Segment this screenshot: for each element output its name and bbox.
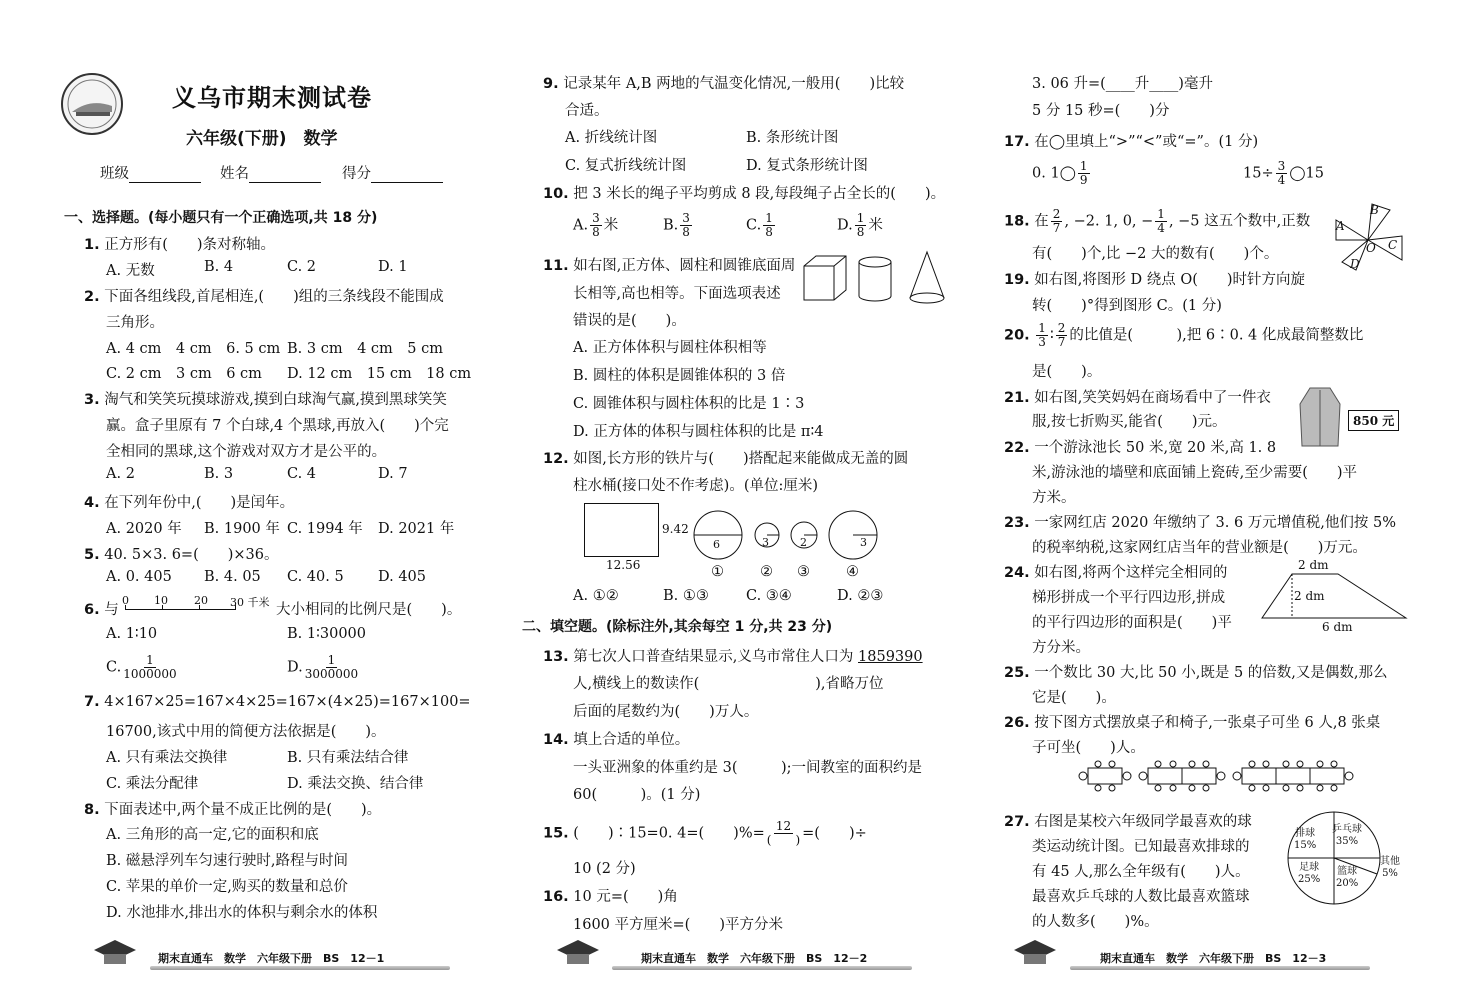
option[interactable]: B. 1∶30000	[287, 626, 366, 642]
circle-number: ④	[846, 564, 859, 580]
option[interactable]: D. 1	[378, 259, 408, 275]
option[interactable]: B. 4. 05	[204, 569, 261, 585]
compare-b[interactable]: 15÷ $\frac{3}{4}$ ◯15	[1243, 159, 1324, 187]
question-26: 26. 按下图方式摆放桌子和椅子,一张桌子可坐 6 人,8 张桌	[1004, 715, 1381, 731]
question-text: 长相等,高也相等。下面选项表述	[573, 286, 781, 302]
question-6: 6. 与	[84, 602, 119, 618]
option[interactable]: A. 0. 405	[106, 569, 172, 585]
question-25: 25. 一个数比 30 大,比 50 小,既是 5 的倍数,又是偶数,那么	[1004, 665, 1388, 681]
question-text: 5 分 15 秒=( )分	[1032, 103, 1170, 119]
rotation-figure	[1330, 200, 1406, 274]
question-3: 3. 淘气和笑笑玩摸球游戏,摸到白球淘气赢,摸到黑球笑笑	[84, 392, 447, 408]
question-14: 14. 填上合适的单位。	[543, 732, 690, 748]
footer-bar	[1070, 966, 1370, 970]
question-7: 7. 4×167×25=167×4×25=167×(4×25)=167×100=	[84, 694, 471, 710]
question-27: 27. 右图是某校六年级同学最喜欢的球	[1004, 814, 1252, 830]
option[interactable]: A. 只有乘法交换律	[106, 750, 228, 766]
option[interactable]: C. 苹果的单价一定,购买的数量和总价	[106, 879, 348, 895]
cube-cylinder-cone-figure	[800, 250, 950, 306]
option[interactable]: A. 无数	[106, 263, 155, 279]
question-4: 4. 在下列年份中,( )是闰年。	[84, 495, 295, 511]
scale-label: 20	[194, 594, 208, 607]
page-title: 义乌市期末测试卷	[172, 84, 372, 112]
question-18: 18. 在 $\frac{2}{7}$ , −2. 1, 0, − $\frac{1}{4}$ , −5 这五个数中,正数	[1004, 207, 1311, 235]
class-field[interactable]: 班级	[100, 162, 201, 183]
circle-number: ①	[711, 564, 724, 580]
option[interactable]: C. ③④	[746, 588, 792, 604]
question-text: 梯形拼成一个平行四边形,拼成	[1032, 590, 1226, 606]
option[interactable]: A. 2	[106, 466, 135, 482]
question-text: 大小相同的比例尺是( )。	[276, 602, 462, 618]
circle-number: ③	[797, 564, 810, 580]
circle-label: 2	[800, 536, 807, 549]
scale-label: 0	[122, 594, 129, 607]
question-text: 一头亚洲象的体重约是 3( );一间教室的面积约是	[573, 760, 923, 776]
footer-bar	[612, 966, 912, 970]
option[interactable]: B. ①③	[663, 588, 709, 604]
train-logo-icon	[60, 72, 124, 136]
option[interactable]: C. 2	[287, 259, 317, 275]
option[interactable]: C. 1994 年	[287, 521, 363, 537]
question-21: 21. 如右图,笑笑妈妈在商场看中了一件衣	[1004, 390, 1271, 406]
trapezoid-height-label: 2 dm	[1294, 589, 1325, 603]
question-24: 24. 如右图,将两个这样完全相同的	[1004, 565, 1228, 581]
pie-label-pingpong: 乒乓球 35%	[1332, 824, 1362, 847]
option[interactable]: C. 复式折线统计图	[565, 158, 687, 174]
question-text: 有( )个,比 −2 大的数有( )个。	[1032, 246, 1279, 262]
question-text: 人,横线上的数读作( ),省略万位	[573, 676, 884, 692]
question-text: 合适。	[565, 103, 609, 119]
question-text: 有 45 人,那么全年级有( )人。	[1032, 864, 1250, 880]
question-text: 的平行四边形的面积是( )平	[1032, 615, 1232, 631]
question-23: 23. 一家网红店 2020 年缴纳了 3. 6 万元增值税,他们按 5%	[1004, 515, 1397, 531]
question-1: 1. 正方形有( )条对称轴。	[84, 237, 276, 253]
pie-label-basketball: 篮球 20%	[1336, 866, 1359, 889]
option[interactable]: A. 4 cm 4 cm 6. 5 cm	[106, 341, 281, 357]
figure-label: C	[1388, 238, 1398, 252]
question-text: 子可坐( )人。	[1032, 740, 1145, 756]
question-16: 16. 10 元=( )角	[543, 889, 678, 905]
question-text: 转( )°得到图形 C。(1 分)	[1032, 298, 1222, 314]
pie-label-football: 足球 25%	[1298, 862, 1321, 885]
footer-text: 期末直通车 数学 六年级下册 BS 12－1	[158, 952, 385, 965]
question-17: 17. 在◯里填上“>”“<”或“=”。(1 分)	[1004, 134, 1259, 150]
question-text: 16700,该式中用的简便方法依据是( )。	[106, 724, 386, 740]
iron-sheet-rectangle	[584, 503, 659, 557]
question-22: 22. 一个游泳池长 50 米,宽 20 米,高 1. 8	[1004, 440, 1277, 456]
question-15: 15. ( )∶15=0. 4=( )%= $\frac{12}{( )}$ =( )÷	[543, 819, 867, 847]
question-text: 服,按七折购买,能省( )元。	[1032, 414, 1227, 430]
footer-bar	[150, 966, 450, 970]
option[interactable]: D. 正方体的体积与圆柱体积的比是 π∶4	[573, 424, 824, 440]
figure-label: D	[1350, 257, 1360, 271]
option-c[interactable]: C. $\frac{1}{1000000}$	[106, 653, 177, 681]
option[interactable]: B. 3	[204, 466, 234, 482]
question-text: 的人数多( )%。	[1032, 914, 1159, 930]
option[interactable]: D. 乘法交换、结合律	[287, 776, 424, 792]
pie-label-volleyball: 排球 15%	[1294, 828, 1317, 851]
option[interactable]: B. 3 cm 4 cm 5 cm	[287, 341, 443, 357]
option-b[interactable]: B. $\frac{3}{8}$	[663, 211, 690, 239]
option[interactable]: D. 7	[378, 466, 408, 482]
option[interactable]: D. 405	[378, 569, 427, 585]
question-text: 后面的尾数约为( )万人。	[573, 704, 759, 720]
option-d[interactable]: D. $\frac{1}{3000000}$	[287, 653, 359, 681]
circle-label: 6	[713, 538, 720, 551]
option[interactable]: C. 40. 5	[287, 569, 344, 585]
question-13: 13. 第七次人口普查结果显示,义乌市常住人口为 1859390	[543, 649, 923, 665]
question-text: 60( )。(1 分)	[573, 787, 701, 803]
graduation-cap-icon	[92, 938, 138, 972]
option[interactable]: C. 圆锥体积与圆柱体积的比是 1∶3	[573, 396, 805, 412]
question-text: 它是( )。	[1032, 690, 1116, 706]
figure-label: B	[1370, 203, 1379, 217]
question-text: 柱水桶(接口处不作考虑)。(单位:厘米)	[573, 478, 819, 494]
option[interactable]: B. 1900 年	[204, 521, 280, 537]
rect-width-label: 12.56	[606, 558, 641, 572]
footer-text: 期末直通车 数学 六年级下册 BS 12－3	[1100, 952, 1327, 965]
option-c[interactable]: C. $\frac{1}{8}$	[746, 211, 773, 239]
trapezoid-bottom-label: 6 dm	[1322, 620, 1353, 634]
option[interactable]: A. 折线统计图	[565, 130, 658, 146]
graduation-cap-icon	[555, 938, 601, 972]
compare-a[interactable]: 0. 1◯ $\frac{1}{9}$	[1032, 159, 1088, 187]
question-11: 11. 如右图,正方体、圆柱和圆锥底面周	[543, 258, 796, 274]
line-scale	[122, 594, 272, 618]
question-text: 错误的是( )。	[573, 313, 686, 329]
option[interactable]: D. 水池排水,排出水的体积与剩余水的体积	[106, 905, 378, 921]
question-19: 19. 如右图,将图形 D 绕点 O( )时针方向旋	[1004, 272, 1306, 288]
option[interactable]: B. 4	[204, 259, 234, 275]
option-d[interactable]: D. $\frac{1}{8}$ 米	[837, 211, 883, 239]
option[interactable]: D. 2021 年	[378, 521, 455, 537]
option[interactable]: A. 1∶10	[106, 626, 158, 642]
pie-label-other: 其他 5%	[1380, 856, 1400, 879]
question-2: 2. 下面各组线段,首尾相连,( )组的三条线段不能围成	[84, 289, 444, 305]
option[interactable]: D. 12 cm 15 cm 18 cm	[287, 366, 472, 382]
section-title-fill: 二、填空题。(除标注外,其余每空 1 分,共 23 分)	[522, 619, 833, 635]
option-a[interactable]: A. $\frac{3}{8}$ 米	[573, 211, 619, 239]
option[interactable]: B. 条形统计图	[746, 130, 839, 146]
option[interactable]: C. 4	[287, 466, 317, 482]
page-subtitle: 六年级(下册) 数学	[186, 129, 338, 149]
scale-label: 30 千米	[230, 596, 270, 609]
question-text: 1600 平方厘米=( )平方分米	[573, 917, 783, 933]
option[interactable]: D. 复式条形统计图	[746, 158, 868, 174]
pie-chart	[1284, 808, 1384, 908]
section-title-choice: 一、选择题。(每小题只有一个正确选项,共 18 分)	[64, 210, 378, 226]
option[interactable]: A. 三角形的高一定,它的面积和底	[106, 827, 319, 843]
circle-options-figure	[690, 510, 890, 560]
question-text: 类运动统计图。已知最喜欢排球的	[1032, 839, 1250, 855]
option[interactable]: D. ②③	[837, 588, 884, 604]
rect-height-label: 9.42	[662, 522, 689, 536]
question-text: 10 (2 分)	[573, 861, 636, 877]
logo	[60, 72, 124, 136]
name-field[interactable]: 姓名	[220, 162, 321, 183]
question-text: 3. 06 升=(____升____)毫升	[1032, 76, 1213, 92]
question-text: 的税率纳税,这家网红店当年的营业额是( )万元。	[1032, 540, 1367, 556]
option[interactable]: A. 2020 年	[106, 521, 182, 537]
question-10: 10. 把 3 米长的绳子平均剪成 8 段,每段绳子占全长的( )。	[543, 186, 946, 202]
graduation-cap-icon	[1012, 938, 1058, 972]
question-text: 方分米。	[1032, 640, 1090, 656]
tables-chairs-figure	[1078, 760, 1408, 792]
footer-text: 期末直通车 数学 六年级下册 BS 12－2	[641, 952, 868, 965]
question-text: 最喜欢乒乓球的人数比最喜欢篮球	[1032, 889, 1250, 905]
circle-number: ②	[760, 564, 773, 580]
circle-label: 3	[762, 536, 769, 549]
option[interactable]: B. 只有乘法结合律	[287, 750, 409, 766]
question-text: 米,游泳池的墙壁和底面铺上瓷砖,至少需要( )平	[1032, 465, 1358, 481]
question-20: 20. $\frac{1}{3}$ ∶ $\frac{2}{7}$ 的比值是( ),把 6∶0. 4 化成最简整数比	[1004, 321, 1364, 349]
question-9: 9. 记录某年 A,B 两地的气温变化情况,一般用( )比较	[543, 76, 905, 92]
scale-label: 10	[154, 594, 168, 607]
figure-label: O	[1366, 241, 1376, 255]
price-tag: 850 元	[1348, 410, 1399, 431]
question-12: 12. 如图,长方形的铁片与( )搭配起来能做成无盖的圆	[543, 451, 909, 467]
question-text: 方米。	[1032, 490, 1076, 506]
trapezoid-figure	[1260, 570, 1410, 622]
option[interactable]: B. 磁悬浮列车匀速行驶时,路程与时间	[106, 853, 348, 869]
question-text: 全相同的黑球,这个游戏对双方才是公平的。	[106, 444, 387, 460]
trapezoid-top-label: 2 dm	[1298, 558, 1329, 572]
option[interactable]: B. 圆柱的体积是圆锥体积的 3 倍	[573, 368, 786, 384]
circle-label: 3	[860, 536, 867, 549]
score-field[interactable]: 得分	[342, 162, 443, 183]
question-8: 8. 下面表述中,两个量不成正比例的是( )。	[84, 802, 382, 818]
option[interactable]: C. 2 cm 3 cm 6 cm	[106, 366, 262, 382]
option[interactable]: A. ①②	[573, 588, 619, 604]
question-text: 三角形。	[106, 315, 164, 331]
option[interactable]: C. 乘法分配律	[106, 776, 199, 792]
question-text: 赢。盒子里原有 7 个白球,4 个黑球,再放入( )个完	[106, 418, 449, 434]
question-text: 是( )。	[1032, 364, 1102, 380]
figure-label: A	[1336, 219, 1345, 233]
question-5: 5. 40. 5×3. 6=( )×36。	[84, 547, 279, 563]
option[interactable]: A. 正方体体积与圆柱体积相等	[573, 340, 767, 356]
jacket-icon	[1296, 384, 1344, 452]
